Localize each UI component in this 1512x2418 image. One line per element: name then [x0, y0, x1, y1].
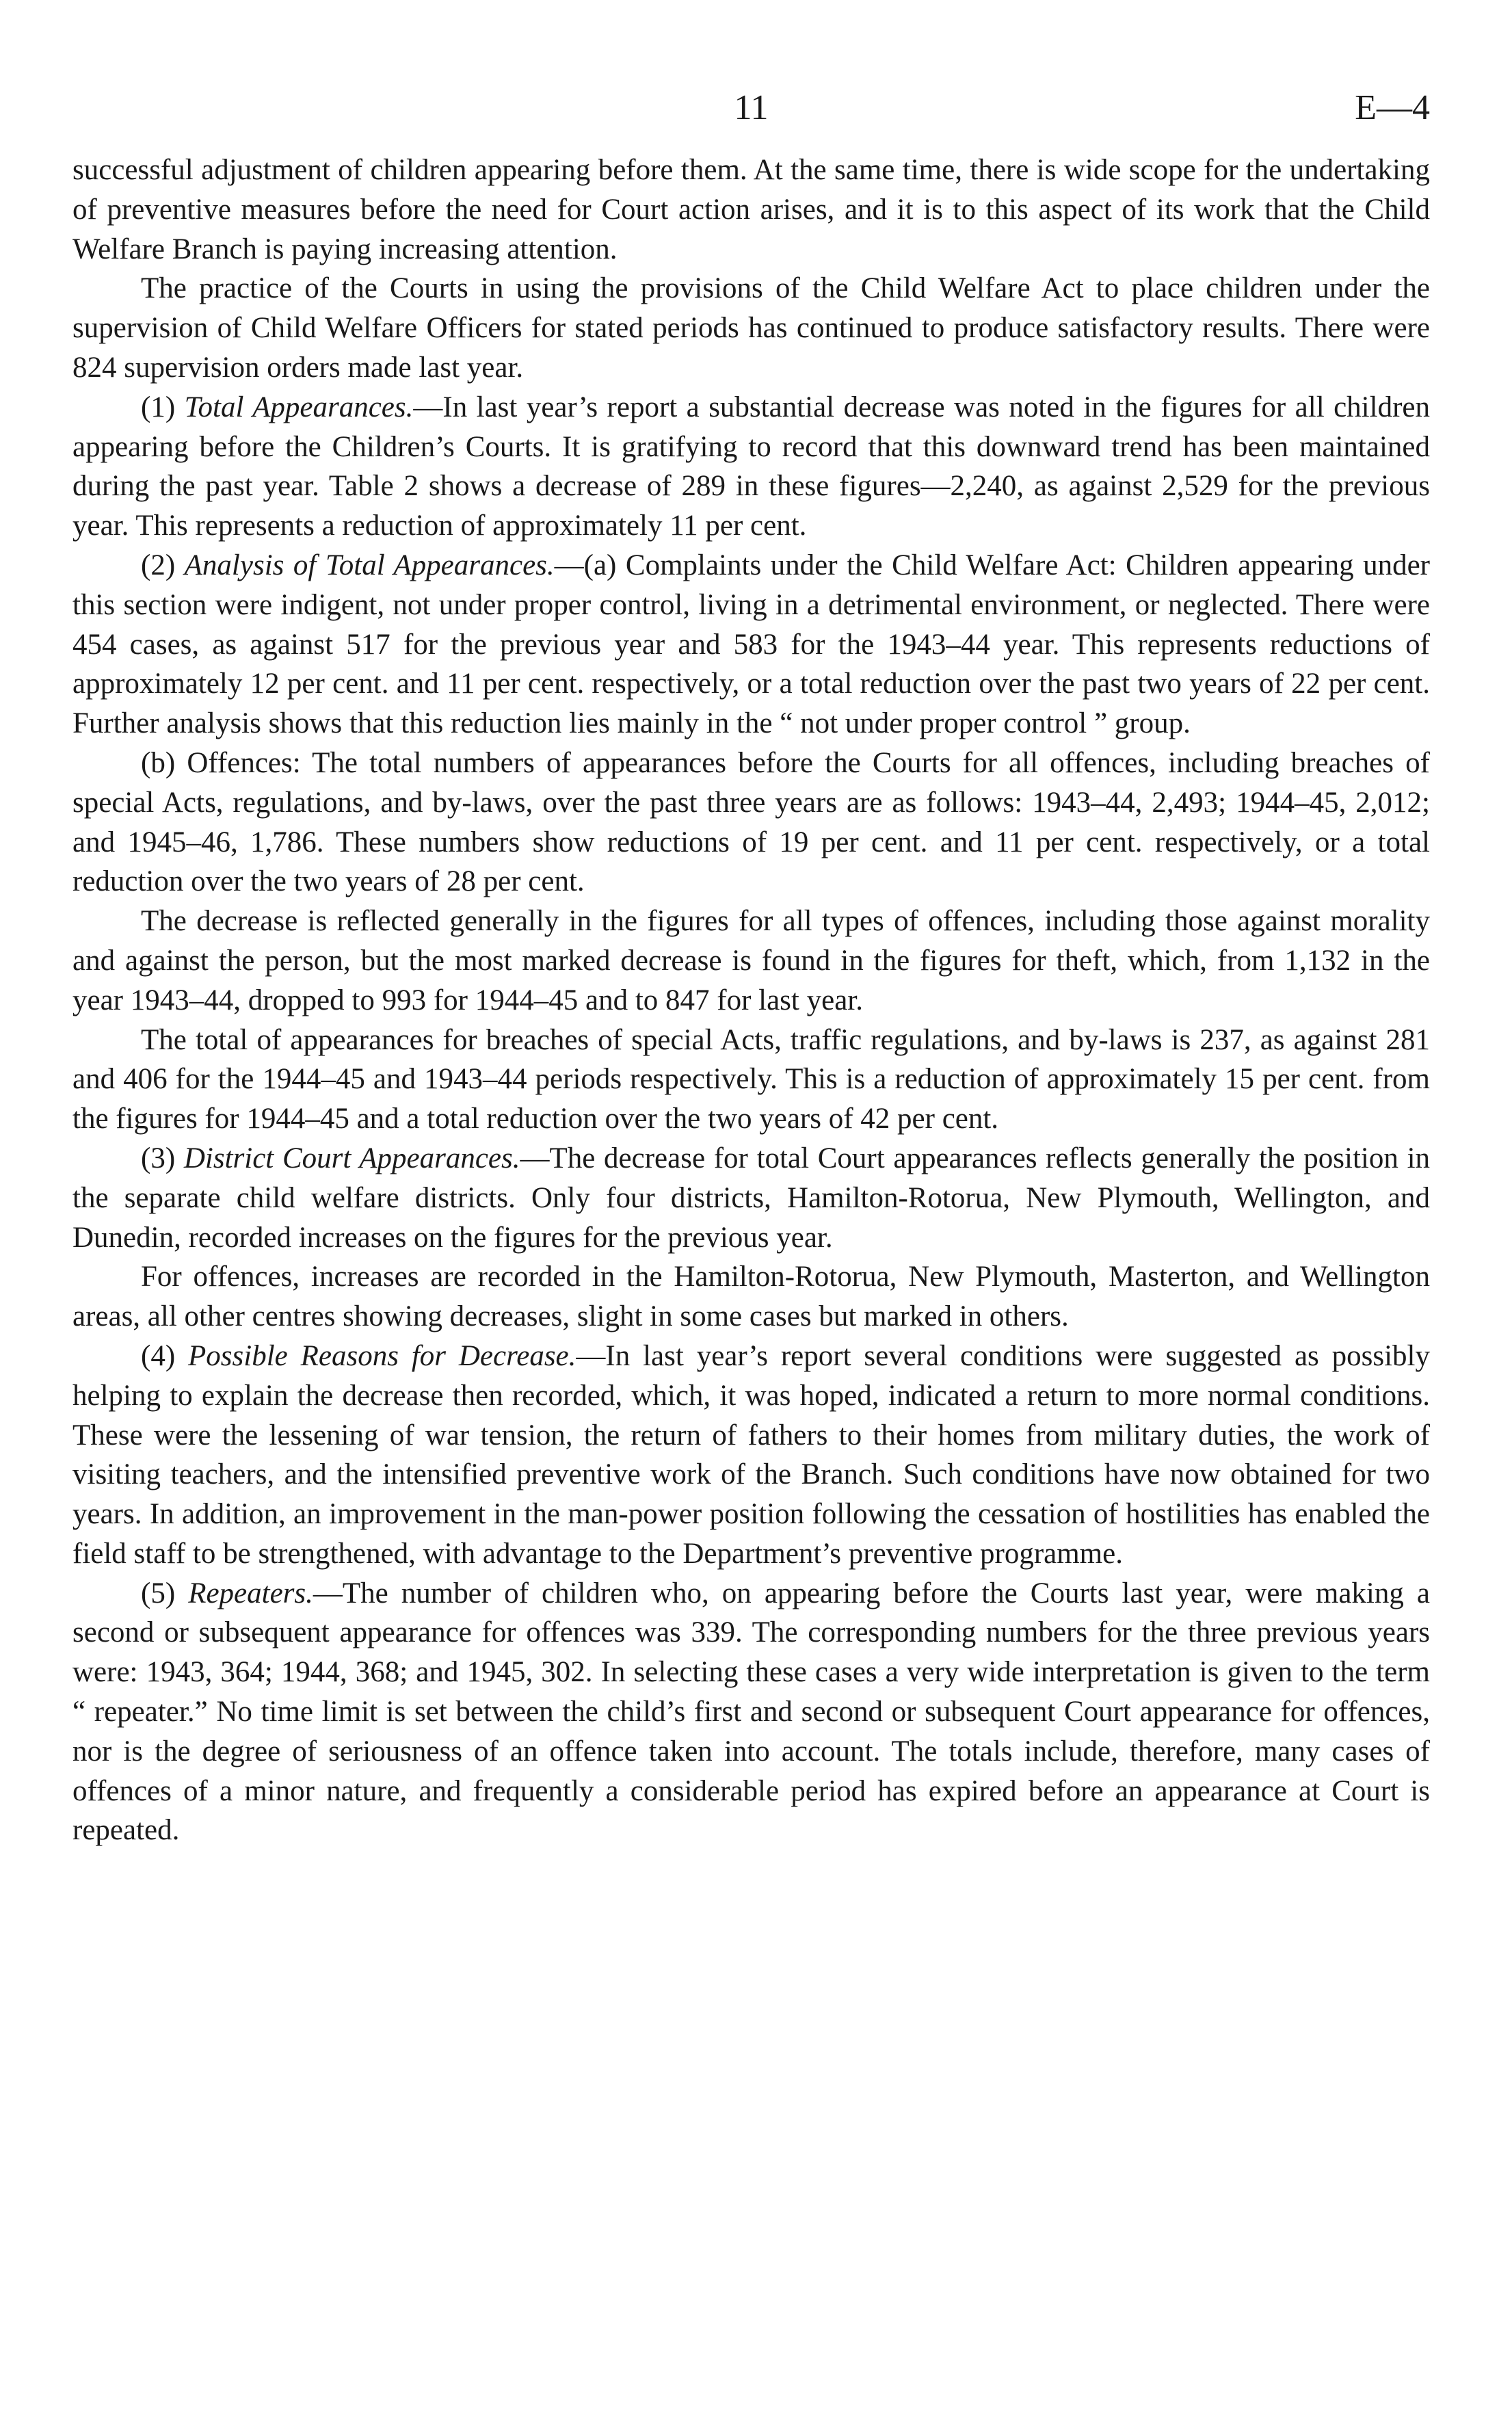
paragraph-text: —The number of children who, on appearing before the Courts last year, were making a second or subsequent appearance for offences was 339. The corresponding numbers for the three previous years were: 1943, 364; 1944, 368; and 1945, 302. In selecting these cases a very wide interpretation is given to the term “ repeater.” No time limit is set between the child’s first and second or subsequent Court appearance for offences, nor is the degree of seriousness of an offence taken into account. The totals include, therefore, many cases of offences of a minor nature, and frequently a considerable period has expired before an appearance at Court is repeated.	[72, 1577, 1431, 1847]
paragraph-text: Complaints under the Child Welfare Act: Children appearing under this section were indigent, not under proper control, living in a detrimental environment, or neglected. There were 454 cases, as against 517 for the previous year and 583 for the 1943–44 year. This represents reductions of approximately 12 per cent. and 11 per cent. respectively, or a total reduction over the past two years of 22 per cent. Further analysis shows that this reduction lies mainly in the “ not under proper control ” group.	[72, 549, 1431, 740]
series-code: E—4	[1355, 88, 1430, 127]
page-number: 11	[734, 88, 769, 127]
paragraph-text: The total of appearances for breaches of special Acts, traffic regulations, and by-laws is 237, as against 281 and 406 for the 1944–45 and 1943–44 periods respectively. This is a reduction of approximately 15 per cent. from the figures for 1944–45 and a total reduction over the two years of 42 per cent.	[72, 1023, 1430, 1135]
section-repeaters	[72, 1574, 1430, 1851]
body-text	[72, 150, 1430, 1850]
paragraph-text: For offences, increases are recorded in the Hamilton-Rotorua, New Plymouth, Masterton, and Wellington areas, all other centres showing decreases, slight in some cases but marked in others.	[72, 1261, 1430, 1333]
section-heading: Repeaters.	[188, 1577, 313, 1609]
subsection-offences	[72, 744, 1430, 902]
paragraph-text: —In last year’s report a substantial decrease was noted in the figures for all children appearing before the Children’s Courts. It is gratifying to record that this downward trend has been maintained during the past year. Table 2 shows a decrease of 289 in these figures—2,240, as against 2,529 for the previous year. This represents a reduction of approximately 11 per cent.	[72, 391, 1430, 542]
section-district-court	[72, 1139, 1430, 1257]
section-heading: District Court Appearances.	[183, 1142, 520, 1174]
paragraph-text: successful adjustment of children appearing before them. At the same time, there is wide scope for the undertaking of preventive measures before the need for Court action arises, and it is to this aspect of its work that the Child Welfare Branch is paying increasing attention.	[72, 154, 1430, 265]
section-number: (1)	[141, 391, 185, 423]
page-header	[72, 88, 1430, 142]
paragraph-intro	[72, 150, 1430, 269]
section-total-appearances	[72, 388, 1430, 546]
subsection-marker: —(a)	[554, 549, 617, 581]
section-heading: Analysis of Total Appearances.	[184, 549, 555, 581]
paragraph-text: —The decrease for total Court appearances reflects generally the position in the separate child welfare districts. Only four districts, Hamilton-Rotorua, New Plymouth, Wellington, and Dunedin, recorded increases on the figures for the previous year.	[72, 1142, 1431, 1254]
paragraph-special-acts	[72, 1021, 1430, 1139]
section-possible-reasons	[72, 1337, 1430, 1574]
paragraph-text: —In last year’s report several conditions were suggested as possibly helping to explain the decrease then recorded, which, it was hoped, indicated a return to more normal conditions. These were the lessening of war tension, the return of fathers to their homes from military duties, the work of visiting teachers, and the intensified preventive work of the Branch. Such conditions have now obtained for two years. In addition, an improvement in the man-power position following the cessation of hostilities has enabled the field staff to be strengthened, with advantage to the Department’s preventive programme.	[72, 1339, 1431, 1570]
section-number: (5)	[141, 1577, 189, 1609]
paragraph-theft	[72, 902, 1430, 1020]
section-number: (3)	[141, 1142, 184, 1174]
paragraph-offence-increases	[72, 1257, 1430, 1337]
section-number: (4)	[141, 1339, 189, 1372]
paragraph-text: The practice of the Courts in using the provisions of the Child Welfare Act to place children under the supervision of Child Welfare Officers for stated periods has continued to produce satisfactory results. There were 824 supervision orders made last year.	[72, 272, 1430, 384]
paragraph-supervision	[72, 269, 1430, 387]
section-heading: Possible Reasons for Decrease.	[188, 1339, 576, 1372]
subsection-marker: (b)	[141, 746, 176, 779]
section-number: (2)	[141, 549, 185, 581]
section-heading: Total Appearances.	[184, 391, 414, 423]
section-analysis	[72, 546, 1430, 744]
paragraph-text: The decrease is reflected generally in the figures for all types of offences, including those against morality and against the person, but the most marked decrease is found in the figures for theft, which, from 1,132 in the year 1943–44, dropped to 993 for 1944–45 and to 847 for last year.	[72, 905, 1430, 1016]
paragraph-text: Offences: The total numbers of appearances before the Courts for all offences, including breaches of special Acts, regulations, and by-laws, over the past three years are as follows: 1943–44, 2,493; 1944–45, 2,012; and 1945–46, 1,786. These numbers show reductions of 19 per cent. and 11 per cent. respectively, or a total reduction over the two years of 28 per cent.	[72, 746, 1430, 898]
